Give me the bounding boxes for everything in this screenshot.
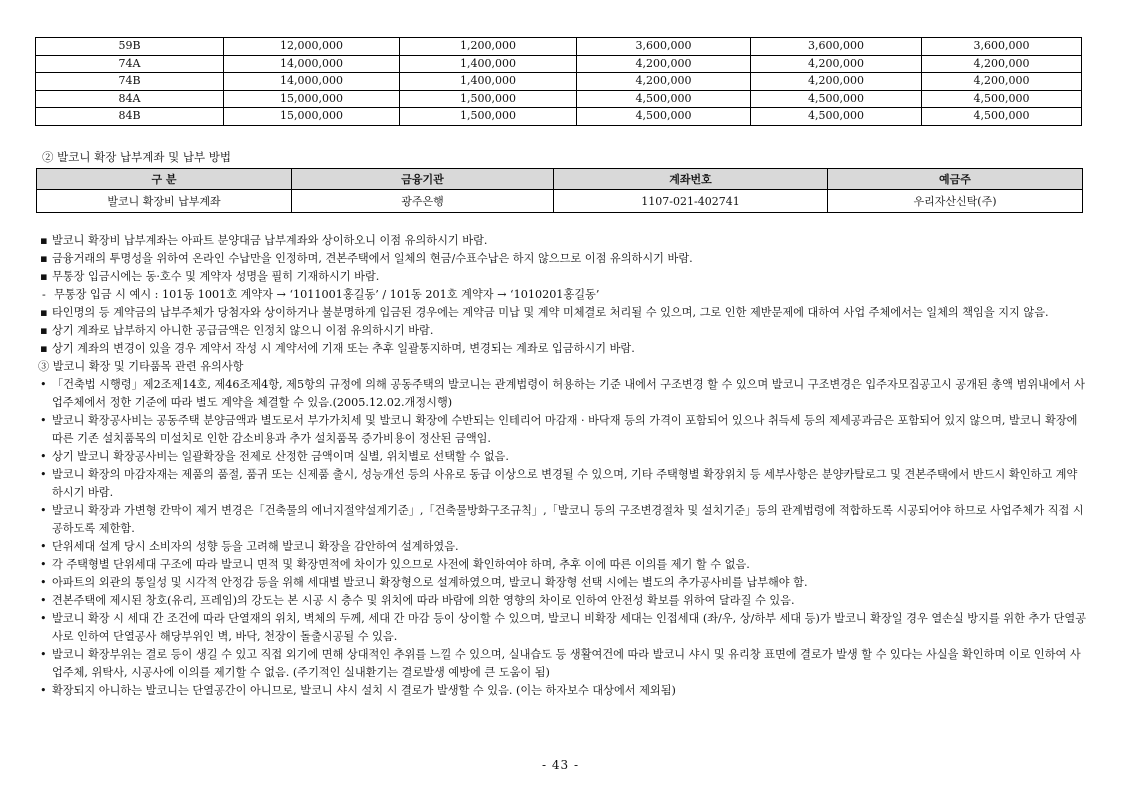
note-item [38,448,1088,466]
payment-account-table [36,168,1083,213]
note-item [38,340,1088,358]
price-cell: 4,200,000 [922,73,1082,91]
note-text: 단위세대 설계 당시 소비자의 성향 등을 고려해 발코니 확장을 감안하여 설계하였음. [52,540,459,553]
price-row [36,90,1082,108]
note-text: 타인명의 등 계약금의 납부주체가 당첨자와 상이하거나 불분명하게 입금된 경우에는 계약금 미납 및 계약 미체결로 처리될 수 있으며, 그로 인한 제반문제에 대하여 사업 주체에서는 일체의 책임을 지지 않음. [52,306,1049,319]
unit-type-cell: 84B [36,108,224,126]
price-cell: 4,500,000 [922,108,1082,126]
price-cell: 15,000,000 [224,90,400,108]
price-row [36,108,1082,126]
bullet-icon: ▪ [40,324,48,337]
price-cell: 1,400,000 [400,73,577,91]
bullet-icon: • [40,468,47,481]
price-cell: 15,000,000 [224,108,400,126]
note-text: 발코니 확장공사비는 공동주택 분양금액과 별도로서 부가가치세 및 발코니 확장에 수반되는 인테리어 마감재 · 바닥재 등의 가격이 포함되어 있으나 취득세 등의 제세공과금은 포함되어 있지 않으며, 발코니 확장에 따른 기존 설치품목의 미설치로 인한 감소비용과 추가 설치품목 증가비용이 정산된 금액임. [52,414,1078,445]
note-text: 무통장 입금시에는 동·호수 및 계약자 성명을 필히 기재하시기 바람. [52,270,380,283]
price-cell: 4,500,000 [577,90,751,108]
bullet-icon: • [40,540,47,553]
note-text: 상기 계좌로 납부하지 아니한 공급금액은 인정치 않으니 이점 유의하시기 바람. [52,324,434,337]
note-item [38,646,1088,682]
note-text: 상기 발코니 확장공사비는 일괄확장을 전제로 산정한 금액이며 실별, 위치별로 선택할 수 없음. [52,450,509,463]
unit-type-cell: 74B [36,73,224,91]
price-cell: 12,000,000 [224,38,400,56]
page-number: - 43 - [541,758,579,772]
price-cell: 4,200,000 [751,55,922,73]
account-number: 1107-021-402741 [554,190,828,213]
note-item [38,322,1088,340]
note-text: 무통장 입금 시 예시 : 101동 1001호 계약자 → ‘1011001홍길동’ / 101동 201호 계약자 → ‘1010201홍길동’ [54,288,600,301]
bullet-icon: • [40,684,47,697]
bullet-icon: • [40,504,47,517]
price-cell: 4,200,000 [751,73,922,91]
section3-title [38,358,1088,376]
header-bank: 금융기관 [292,169,554,190]
price-cell: 4,200,000 [922,55,1082,73]
bullet-icon: • [40,576,47,589]
price-cell: 14,000,000 [224,55,400,73]
note-text: 아파트의 외관의 통일성 및 시각적 안정감 등을 위해 세대별 발코니 확장형으로 설계하였으며, 발코니 확장형 선택 시에는 별도의 추가공사비를 납부해야 함. [52,576,808,589]
note-item [38,682,1088,700]
price-cell: 1,400,000 [400,55,577,73]
note-item [38,556,1088,574]
price-cell: 4,500,000 [922,90,1082,108]
balcony-price-table [35,37,1082,126]
bullet-icon: - [42,288,46,301]
price-cell: 3,600,000 [577,38,751,56]
price-cell: 3,600,000 [922,38,1082,56]
note-item [38,502,1088,538]
account-holder: 우리자산신탁(주) [828,190,1083,213]
bullet-icon: ▪ [40,234,48,247]
account-bank: 광주은행 [292,190,554,213]
price-cell: 4,500,000 [577,108,751,126]
note-item [38,610,1088,646]
unit-type-cell: 74A [36,55,224,73]
bullet-icon: • [40,414,47,427]
note-text: 견본주택에 제시된 창호(유리, 프레임)의 강도는 본 시공 시 층수 및 위치에 따라 바람에 의한 영향의 차이로 인하여 안전성 확보를 위하여 달라질 수 있음. [52,594,795,607]
section2-title: ② 발코니 확장 납부계좌 및 납부 방법 [42,150,231,164]
note-text: 발코니 확장의 마감자재는 제품의 품절, 품귀 또는 신제품 출시, 성능개선 등의 사유로 동급 이상으로 변경될 수 있으며, 기타 주택형별 확장위치 등 세부사항은 분양카탈로그 및 견본주택에서 반드시 확인하고 계약하시기 바람. [52,468,1078,499]
header-category: 구 분 [37,169,292,190]
header-account-number: 계좌번호 [554,169,828,190]
note-item [38,304,1088,322]
note-item [38,574,1088,592]
note-text: 「건축법 시행령」제2조제14호, 제46조제4항, 제5항의 규정에 의해 공동주택의 발코니는 관계법령이 허용하는 기준 내에서 구조변경 할 수 있으며 발코니 구조변경은 입주자모집공고시 공개된 총액 범위내에서 사업주체에서 정한 기준에 따라 별도 계약을 체결할 수 있음.(2005.12.02.개정시행) [52,378,1085,409]
note-text: 상기 계좌의 변경이 있을 경우 계약서 작성 시 계약서에 기재 또는 추후 일괄통지하며, 변경되는 계좌로 입금하시기 바람. [52,342,635,355]
bullet-icon: • [40,648,47,661]
account-row [37,190,1083,213]
bullet-icon: ▪ [40,306,48,319]
note-item [38,466,1088,502]
note-text: 각 주택형별 단위세대 구조에 따라 발코니 면적 및 확장면적에 차이가 있으므로 사전에 확인하여야 하며, 추후 이에 따른 이의를 제기 할 수 없음. [52,558,750,571]
bullet-icon: • [40,594,47,607]
price-cell: 1,500,000 [400,108,577,126]
header-account-holder: 예금주 [828,169,1083,190]
note-text: 발코니 확장과 가변형 칸막이 제거 변경은「건축물의 에너지절약설계기준」,「건축물방화구조규칙」,「발코니 등의 구조변경절차 및 설치기준」등의 관계법령에 적합하도록 시공되어야 하므로 사업주체가 직접 시공하도록 제한함. [52,504,1084,535]
bullet-icon: • [40,612,47,625]
price-cell: 1,200,000 [400,38,577,56]
note-item [38,232,1088,250]
note-item [38,250,1088,268]
note-text: 발코니 확장부위는 결로 등이 생길 수 있고 직접 외기에 면해 상대적인 추위를 느낄 수 있으며, 실내습도 등 생활여건에 따라 발코니 샤시 및 유리창 표면에 결로가 발생 할 수 있다는 사실을 확인하며 이로 인하여 사업주체, 위탁사, 시공사에 이의를 제기할 수 없음. (주기적인 실내환기는 결로발생 예방에 큰 도움이 됨) [52,648,1081,679]
price-cell: 4,500,000 [751,108,922,126]
price-row [36,55,1082,73]
note-item [38,376,1088,412]
price-cell: 4,200,000 [577,55,751,73]
note-text: 발코니 확장비 납부계좌는 아파트 분양대금 납부계좌와 상이하오니 이점 유의하시기 바람. [52,234,488,247]
bullet-icon: ▪ [40,270,48,283]
price-row [36,38,1082,56]
account-table-header [37,169,1083,190]
account-category: 발코니 확장비 납부계좌 [37,190,292,213]
note-item [38,538,1088,556]
note-text: ③ 발코니 확장 및 기타품목 관련 유의사항 [38,360,244,373]
note-item [38,286,1088,304]
price-cell: 14,000,000 [224,73,400,91]
note-item [38,412,1088,448]
price-cell: 1,500,000 [400,90,577,108]
price-cell: 3,600,000 [751,38,922,56]
note-text: 금융거래의 투명성을 위하여 온라인 수납만을 인정하며, 견본주택에서 일체의 현금/수표수납은 하지 않으므로 이점 유의하시기 바람. [52,252,693,265]
note-item [38,268,1088,286]
note-text: 발코니 확장 시 세대 간 조건에 따라 단열재의 위치, 벽체의 두께, 세대 간 마감 등이 상이할 수 있으며, 발코니 비확장 세대는 인접세대 (좌/우, 상/하부 세대 등)가 발코니 확장일 경우 열손실 방지를 위한 추가 단열공사로 인하여 단열공사 해당부위인 벽, 바닥, 천장이 돌출시공될 수 있음. [52,612,1087,643]
price-cell: 4,200,000 [577,73,751,91]
bullet-icon: • [40,558,47,571]
price-row [36,73,1082,91]
unit-type-cell: 84A [36,90,224,108]
bullet-icon: ▪ [40,252,48,265]
price-cell: 4,500,000 [751,90,922,108]
note-text: 확장되지 아니하는 발코니는 단열공간이 아니므로, 발코니 샤시 설치 시 결로가 발생할 수 있음. (이는 하자보수 대상에서 제외됨) [52,684,676,697]
unit-type-cell: 59B [36,38,224,56]
notes-list [38,232,1088,700]
note-item [38,592,1088,610]
bullet-icon: • [40,378,47,391]
bullet-icon: ▪ [40,342,48,355]
bullet-icon: • [40,450,47,463]
